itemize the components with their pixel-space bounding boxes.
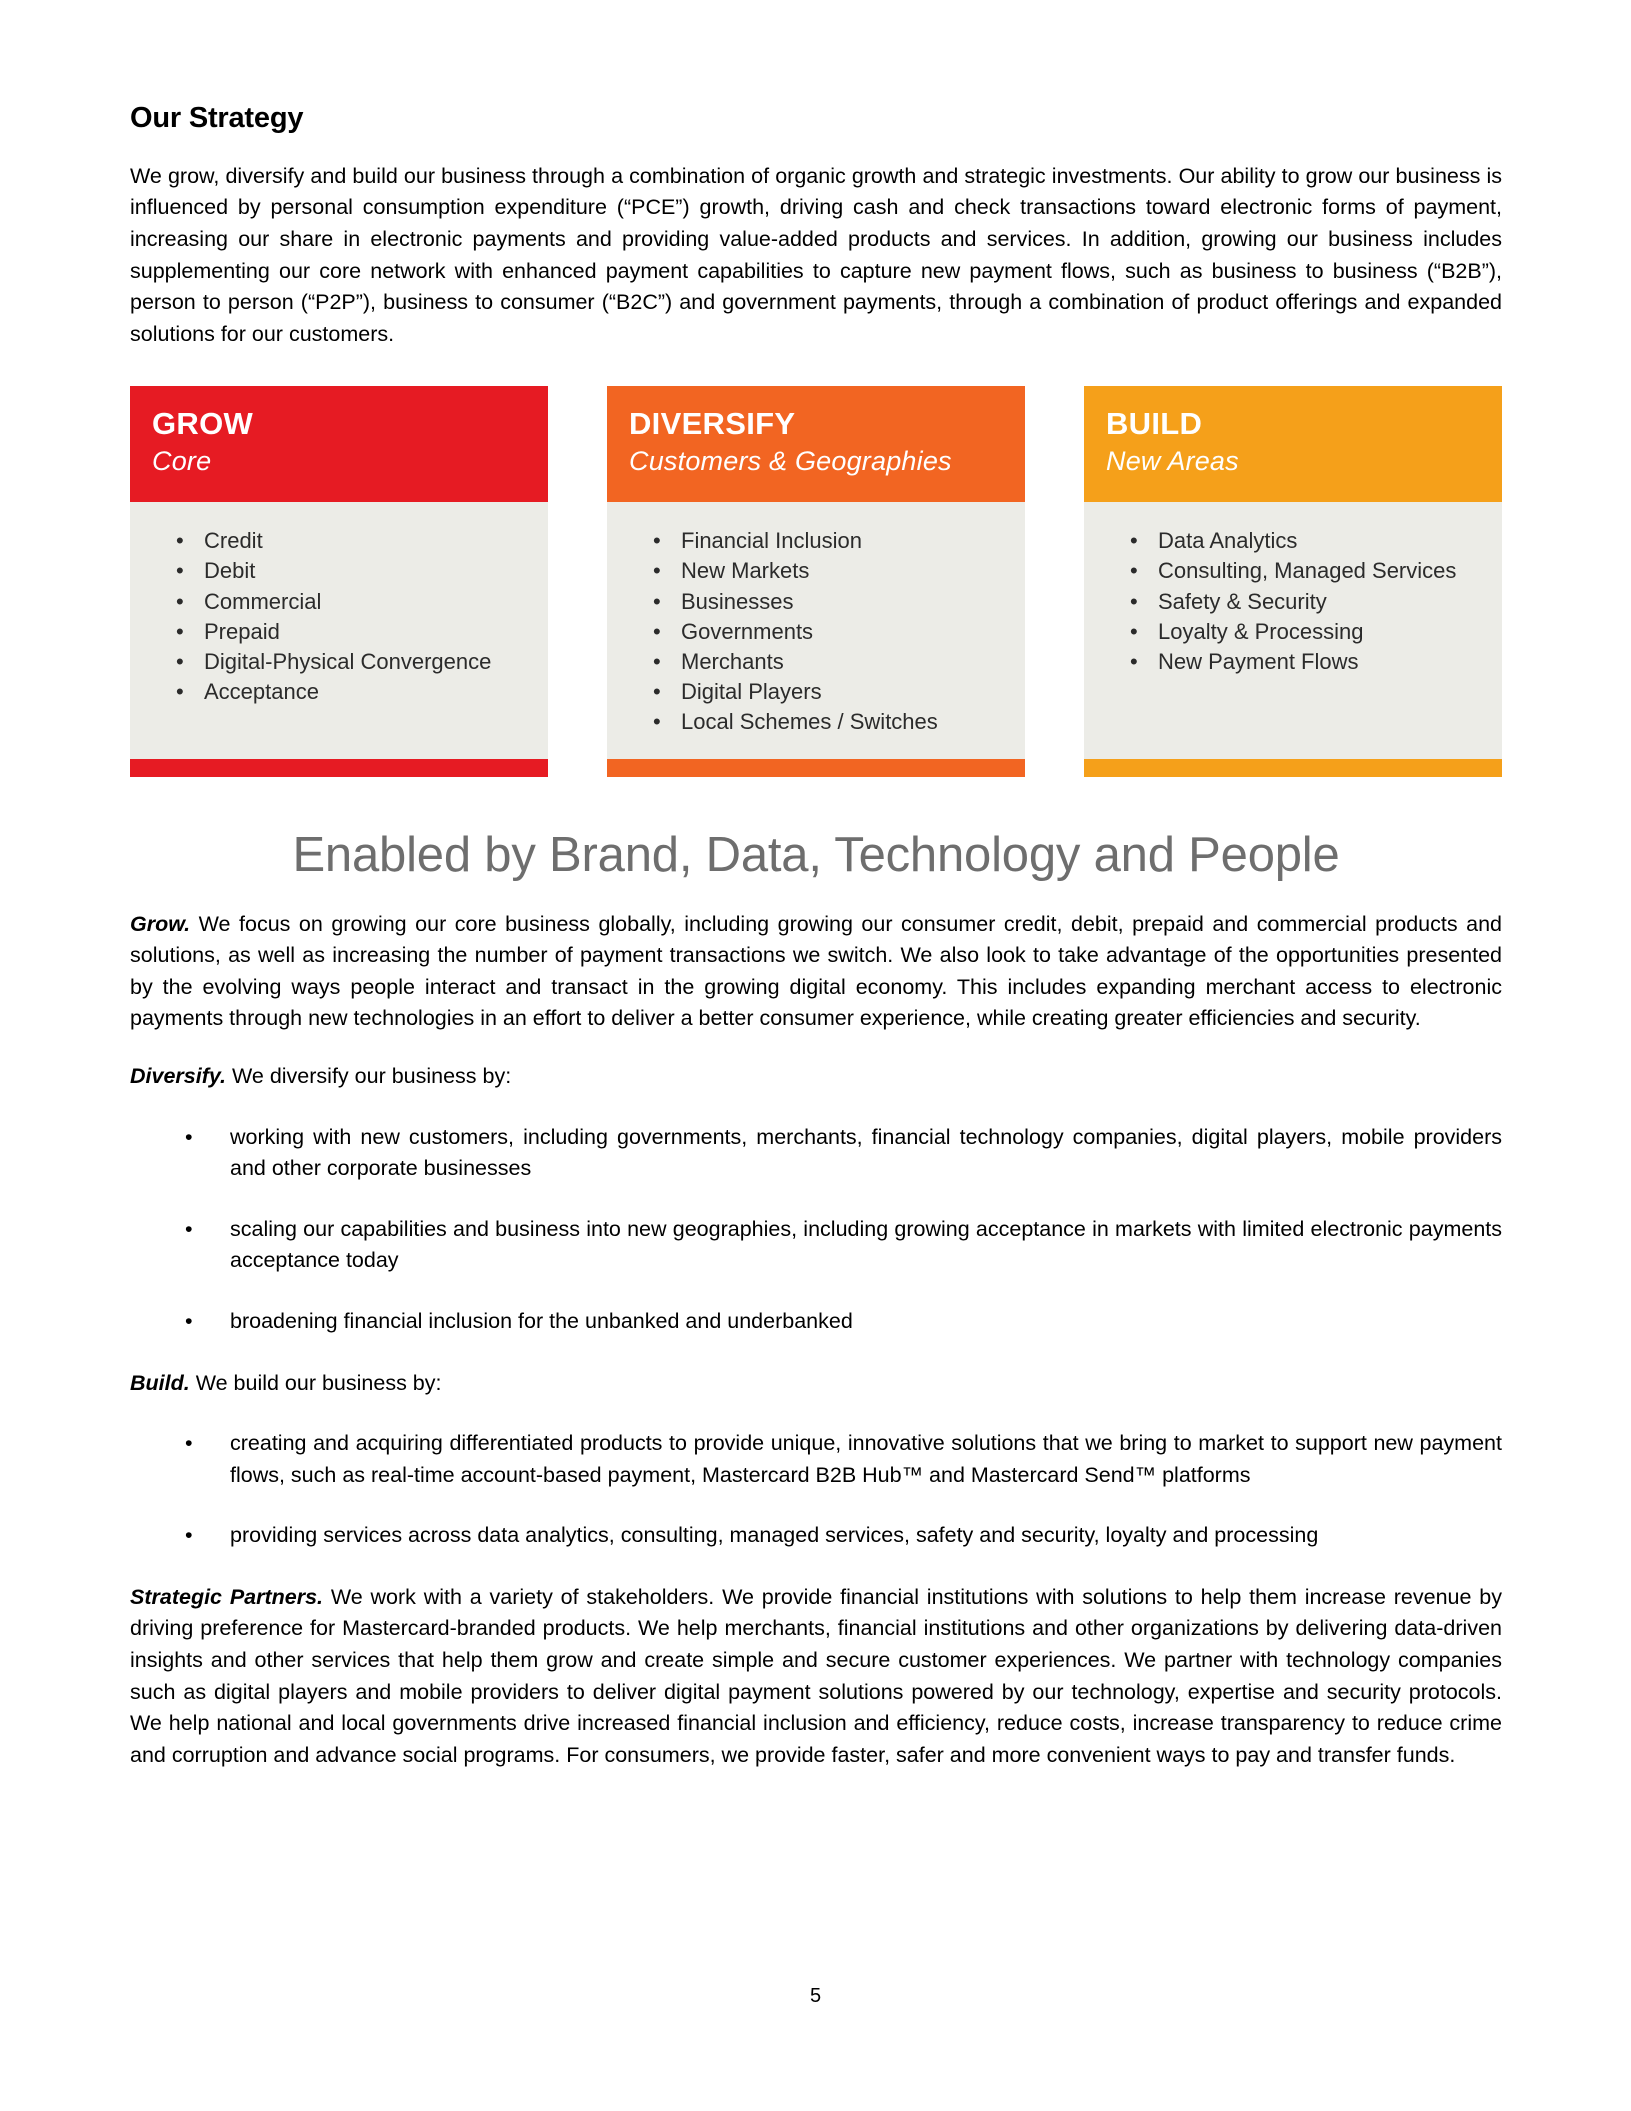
card-title-build: BUILD [1106,406,1203,442]
bullet-icon: • [653,678,661,704]
list-item [623,587,1009,616]
bullet-icon: • [185,1523,193,1548]
bullet-icon: • [653,618,661,644]
card-body-grow [130,502,548,758]
list-item [623,647,1009,676]
bullet-icon: • [1130,648,1138,674]
list-item-label: Digital Players [681,678,822,704]
card-footer-build [1084,759,1502,777]
list-item [146,556,532,585]
diversify-bullet-list [130,1122,1502,1338]
list-item-label: scaling our capabilities and business into new geographies, including growing acceptance in markets with limited electronic payments acceptance today [230,1216,1502,1273]
list-item-label: Credit [204,528,263,554]
list-item [146,526,532,555]
list-item [1100,647,1486,676]
strategy-card-grow [130,386,548,776]
card-subtitle-diversify: Customers & Geographies [629,446,952,476]
strategic-partners-body-text: We work with a variety of stakeholders. We provide financial institutions with solutions to help them increase revenue by driving preference for Mastercard-branded products. We help merchants, financial institutions and other organizations by delivering data-driven insights and other services that help them grow and create simple and secure customer experiences. We partner with technology companies such as digital players and mobile providers to deliver digital payment solutions powered by our technology, expertise and security protocols. We help national and local governments drive increased financial inclusion and efficiency, reduce costs, increase transparency to reduce crime and corruption and advance social programs. For consumers, we provide faster, safer and more convenient ways to pay and transfer funds. [130,1584,1502,1767]
list-item [1100,587,1486,616]
strategic-partners-lead-term: Strategic Partners. [130,1584,324,1609]
bullet-icon: • [1130,618,1138,644]
list-item [130,1306,1502,1338]
bullet-icon: • [185,1216,193,1241]
card-body-build [1084,502,1502,758]
list-item-label: broadening financial inclusion for the unbanked and underbanked [230,1308,853,1333]
bullet-icon: • [653,588,661,614]
bullet-icon: • [185,1308,193,1333]
strategy-card-build [1084,386,1502,776]
build-lead-term: Build. [130,1370,190,1395]
list-item-label: Loyalty & Processing [1158,618,1364,644]
card-subtitle-grow: Core [152,446,212,476]
card-subtitle-build: New Areas [1106,446,1239,476]
grow-body-text: We focus on growing our core business globally, including growing our consumer credit, debit, prepaid and commercial products and solutions, as well as increasing the number of payment transactions we switch. We also look to take advantage of the opportunities presented by the evolving ways people interact and transact in the growing digital economy. This includes expanding merchant access to electronic payments through new technologies in an effort to deliver a better consumer experience, while creating greater efficiencies and security. [130,911,1502,1031]
list-item [146,647,532,676]
diversify-paragraph [130,1035,1502,1093]
list-item-label: Acceptance [204,678,319,704]
page-title: Our Strategy [130,102,304,134]
bullet-icon: • [176,618,184,644]
bullet-icon: • [176,678,184,704]
list-item [623,556,1009,585]
bullet-icon: • [185,1124,193,1149]
list-item [623,707,1009,736]
card-footer-diversify [607,759,1025,777]
card-title-diversify: DIVERSIFY [629,406,796,442]
list-item-label: Businesses [681,588,794,614]
list-item [1100,526,1486,555]
page-number: 5 [809,1985,822,2007]
list-item [1100,617,1486,646]
list-item-label: providing services across data analytics, consulting, managed services, safety and security, loyalty and processing [230,1523,1319,1548]
list-item [130,1122,1502,1185]
bullet-icon: • [176,528,184,554]
card-list-grow [146,526,532,705]
bullet-icon: • [1130,588,1138,614]
diversify-body-text: We diversify our business by: [226,1063,512,1088]
diversify-lead-term: Diversify. [130,1063,227,1088]
grow-lead-term: Grow. [130,911,191,936]
list-item-label: Commercial [204,588,322,614]
card-header-grow [130,386,548,502]
bullet-icon: • [653,708,661,734]
enabled-by-banner: Enabled by Brand, Data, Technology and People [292,827,1340,882]
list-item-label: New Markets [681,558,810,584]
list-item-label: Debit [204,558,256,584]
list-item-label: Prepaid [204,618,280,644]
list-item-label: Financial Inclusion [681,528,862,554]
strategy-card-row [130,386,1502,776]
list-item [146,587,532,616]
card-footer-grow [130,759,548,777]
list-item [623,617,1009,646]
build-bullet-list [130,1428,1502,1552]
page-content [130,0,1502,1771]
list-item [130,1214,1502,1277]
bullet-icon: • [185,1431,193,1456]
card-list-diversify [623,526,1009,735]
list-item [130,1428,1502,1491]
list-item-label: working with new customers, including governments, merchants, financial technology companies, digital players, mobile providers and other corporate businesses [230,1124,1502,1181]
bullet-icon: • [176,648,184,674]
strategy-card-diversify [607,386,1025,776]
list-item-label: Merchants [681,648,784,674]
bullet-icon: • [1130,528,1138,554]
list-item [146,617,532,646]
list-item [1100,556,1486,585]
card-body-diversify [607,502,1025,758]
list-item-label: Governments [681,618,814,644]
bullet-icon: • [176,558,184,584]
list-item [623,677,1009,706]
bullet-icon: • [176,588,184,614]
card-header-diversify [607,386,1025,502]
list-item-label: Local Schemes / Switches [681,708,938,734]
card-list-build [1100,526,1486,675]
bullet-icon: • [1130,558,1138,584]
list-item-label: Consulting, Managed Services [1158,558,1457,584]
strategic-partners-paragraph [130,1552,1502,1772]
card-title-grow: GROW [152,406,254,442]
list-item [623,526,1009,555]
list-item-label: Safety & Security [1158,588,1327,614]
intro-paragraph: We grow, diversify and build our business through a combination of organic growth and strategic investments. Our ability to grow our business is influenced by personal consumption expenditure (“PCE”) growth, driving cash and check transactions toward electronic forms of payment, increasing our share in electronic payments and providing value-added products and services. In addition, growing our business includes supplementing our core network with enhanced payment capabilities to capture new payment flows, such as business to business (“B2B”), person to person (“P2P”), business to consumer (“B2C”) and government payments, through a combination of product offerings and expanded solutions for our customers. [130,163,1502,346]
list-item [130,1520,1502,1552]
card-header-build [1084,386,1502,502]
bullet-icon: • [653,648,661,674]
list-item-label: creating and acquiring differentiated products to provide unique, innovative solutions that we bring to market to support new payment flows, such as real-time account-based payment, Mastercard B2B Hub™ and Mastercard Send™ platforms [230,1431,1502,1487]
grow-paragraph [130,883,1502,1035]
build-paragraph [130,1338,1502,1400]
bullet-icon: • [653,558,661,584]
build-body-text: We build our business by: [189,1370,442,1395]
list-item-label: New Payment Flows [1158,648,1359,674]
list-item-label: Data Analytics [1158,528,1298,554]
bullet-icon: • [653,528,661,554]
list-item [146,677,532,706]
list-item-label: Digital-Physical Convergence [204,648,492,674]
